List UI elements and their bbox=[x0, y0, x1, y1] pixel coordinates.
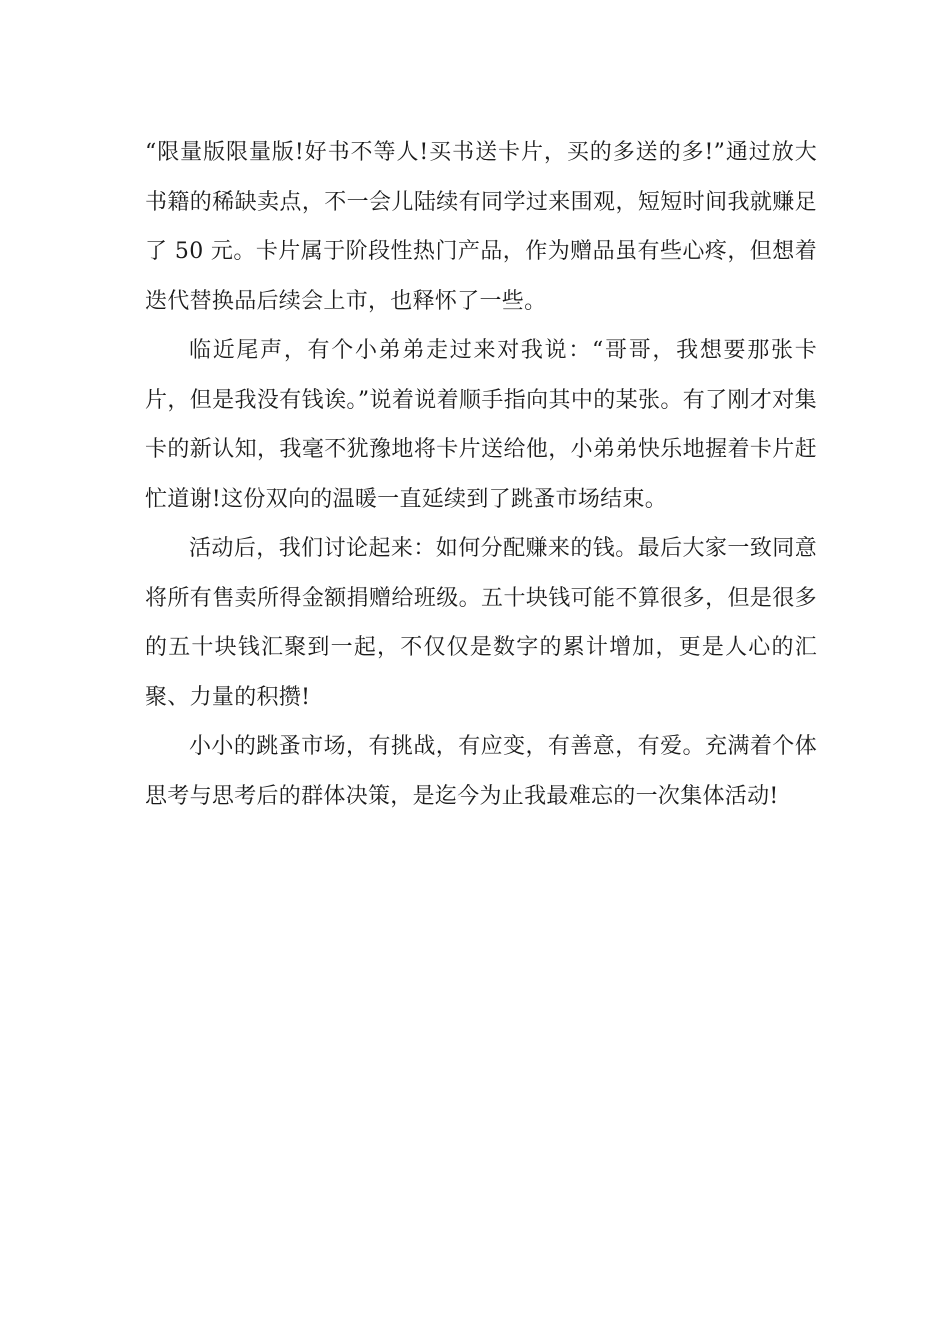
paragraph-1: “限量版限量版!好书不等人!买书送卡片，买的多送的多!”通过放大书籍的稀缺卖点，不一会儿陆续有同学过来围观，短短时间我就赚足了 50 元。卡片属于阶段性热门产品，作为赠品虽有些心疼，但想着迭代替换品后续会上市，也释怀了一些。 bbox=[145, 140, 817, 314]
paragraph-4: 小小的跳蚤市场，有挑战，有应变，有善意，有爱。充满着个体思考与思考后的群体决策，是迄今为止我最难忘的一次集体活动! bbox=[145, 734, 817, 809]
paragraph-2: 临近尾声，有个小弟弟走过来对我说：“哥哥，我想要那张卡片，但是我没有钱诶。”说着说着顺手指向其中的某张。有了刚才对集卡的新认知，我毫不犹豫地将卡片送给他，小弟弟快乐地握着卡片赶忙道谢!这份双向的温暖一直延续到了跳蚤市场结束。 bbox=[145, 338, 817, 512]
paragraph-3: 活动后，我们讨论起来：如何分配赚来的钱。最后大家一致同意将所有售卖所得金额捐赠给班级。五十块钱可能不算很多，但是很多的五十块钱汇聚到一起，不仅仅是数字的累计增加，更是人心的汇聚、力量的积攒! bbox=[145, 536, 817, 710]
document-body bbox=[145, 128, 817, 821]
